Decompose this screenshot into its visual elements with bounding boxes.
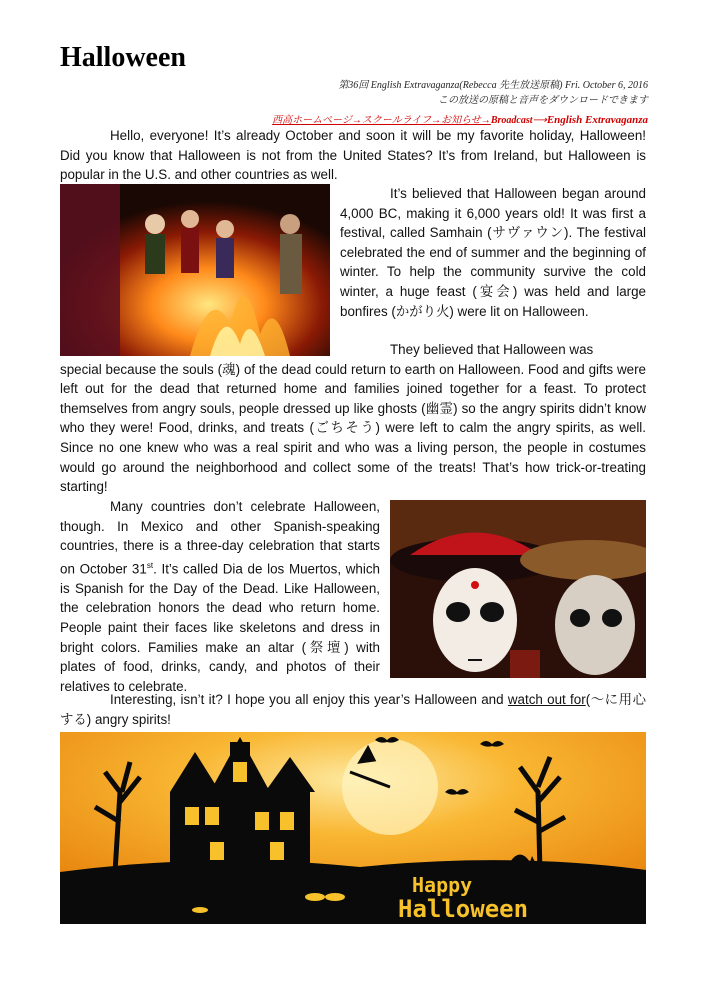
intro-paragraph [60,126,646,185]
watch-out-for-phrase: watch out for [507,692,586,707]
muertos-text-a: Many countries don’t celebrate Halloween, though. In Mexico and other Spanish-speaking countries, there is a three-day celebration that starts on October 31 [60,499,380,577]
souls-paragraph [60,340,646,497]
bonfire-festival-image [60,184,330,356]
breadcrumb-arrow: ⟶ [532,115,547,126]
muertos-text-b: . It’s called Dia de los Muertos, which is Spanish for the Day of the Dead. Like Halloween, the celebration honors the dead who return home. People paint their faces like skeletons and dress in bright colors. Families make an altar (祭壇) with plates of food, drinks, candy, and photos of their relatives to celebrate. [60,561,380,694]
muertos-text [60,497,380,696]
page-title: Halloween [60,42,186,73]
breadcrumb[interactable] [272,111,648,126]
banner-halloween-text: Halloween [398,895,529,923]
breadcrumb-path[interactable]: 西高ホームページ→スクールライフ→お知らせ→ [272,115,491,126]
history-paragraph [340,184,646,321]
broadcast-info: 第36回 English Extravaganza(Rebecca 先生放送原稿) Fri. October 6, 2016 [338,80,648,91]
breadcrumb-broadcast[interactable]: Broadcast [490,115,533,126]
souls-text-first: They believed that Halloween was [390,342,594,357]
history-text: It’s believed that Halloween began around 4,000 BC, making it 6,000 years old! It was first a festival, called Samhain (サヴァウン). The festival celebrated the end of summer and the beginning of winter. To help the community survive the cold winter, a huge feast (宴会) was held and large bonfires (かがり火) were lit on Halloween. [340,186,646,319]
dia-de-los-muertos-paragraph [60,497,380,696]
banner-happy-text: Happy [412,873,473,897]
closing-text-a: Interesting, isn’t it? I hope you all enjoy this year’s Halloween and [110,692,508,707]
souls-text: special because the souls (魂) of the dead could return to earth on Halloween. Food and gifts were left out for the dead that returned home and families joined together for a feast. To protect themselves from angry souls, people dressed up like ghosts (幽霊) so the angry spirits didn’t know who they were! Food, drinks, and treats (ごちそう) were left to calm the angry spirits, as well. Since no one knew who was a real spirit and who was a living person, the people in costumes would go around the neighborhood and collect some of the treats! That’s how trick-or-treating starting! [60,361,646,495]
closing-text-b: (〜に用心する) angry spirits! [60,692,646,727]
happy-halloween-banner [60,732,646,924]
ordinal-suffix: st [146,560,154,570]
closing-text [60,690,646,729]
download-note: この放送の原稿と音声をダウンロードできます [438,95,648,106]
breadcrumb-extravaganza[interactable]: English Extravaganza [546,114,648,126]
intro-text: Hello, everyone! It’s already October and soon it will be my favorite holiday, Halloween! Did you know that Halloween is not from the United States? It’s from Ireland, but Halloween is popular in the U.S. and other countries as well. [60,128,646,183]
day-of-the-dead-image [390,500,646,678]
closing-paragraph [60,690,646,729]
